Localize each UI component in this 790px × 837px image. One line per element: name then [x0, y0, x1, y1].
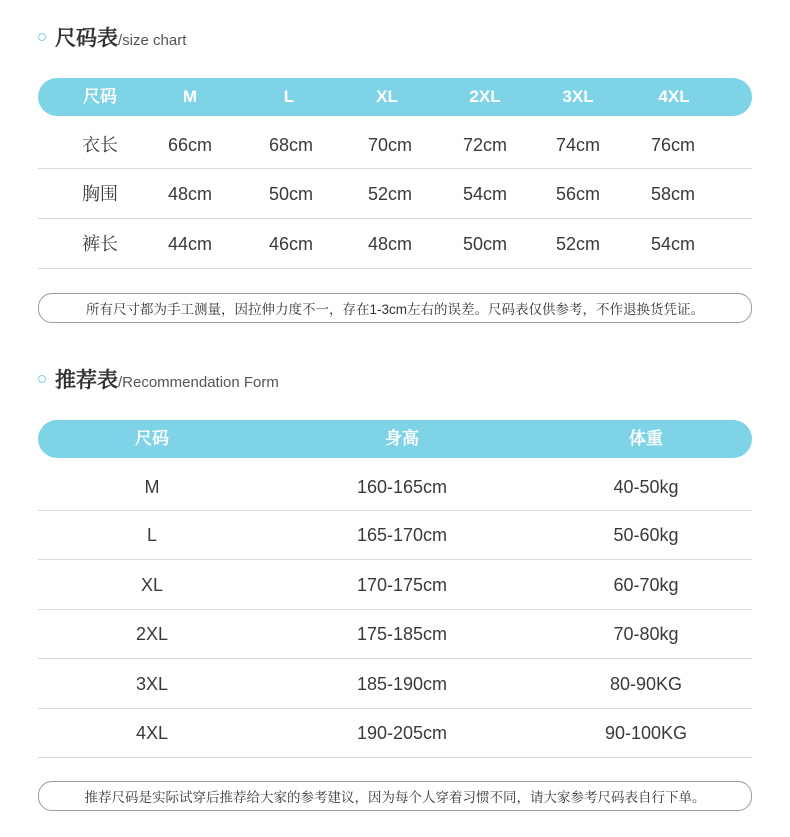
rec-header-cell: 尺码 [135, 429, 169, 448]
height-cell: 160-165cm [356, 477, 448, 497]
size-chart-header [38, 78, 752, 116]
weight-cell: 70-80kg [613, 624, 679, 644]
size-chart-title-cn: 尺码表 [55, 27, 118, 50]
weight-cell: 60-70kg [613, 574, 679, 595]
table-cell: 56cm [555, 183, 601, 204]
size-header-cell: M [182, 87, 198, 106]
bullet-icon [38, 375, 46, 383]
size-cell: L [146, 525, 158, 545]
size-chart-title [38, 22, 186, 52]
weight-cell: 40-50kg [613, 477, 679, 497]
size-cell: 4XL [135, 723, 169, 743]
size-cell: 2XL [135, 624, 169, 644]
table-row [38, 610, 752, 659]
size-header-cell: L [283, 87, 295, 106]
row-label: 衣长 [82, 135, 118, 155]
weight-cell: 50-60kg [613, 525, 679, 545]
table-cell: 48cm [367, 233, 413, 254]
size-header-cell: 4XL [658, 87, 690, 106]
table-cell: 50cm [268, 183, 314, 204]
size-cell: 3XL [135, 673, 169, 694]
table-cell: 50cm [462, 233, 508, 254]
rec-header-cell: 体重 [629, 429, 663, 448]
recommendation-note: 推荐尺码是实际试穿后推荐给大家的参考建议，因为每个人穿着习惯不同，请大家参考尺码表自行下单。 [38, 781, 752, 811]
size-header-cell: XL [376, 87, 398, 106]
size-header-cell: 尺码 [83, 87, 117, 106]
table-row [38, 122, 752, 169]
table-row [38, 709, 752, 758]
table-cell: 70cm [367, 135, 413, 155]
table-row [38, 464, 752, 511]
table-cell: 54cm [462, 183, 508, 204]
rec-header-cell: 身高 [385, 429, 419, 448]
size-cell: M [144, 477, 160, 497]
bullet-icon [38, 33, 46, 41]
size-header-cell: 3XL [562, 87, 594, 106]
size-header-cell: 2XL [469, 87, 501, 106]
table-cell: 48cm [167, 183, 213, 204]
recommendation-title [38, 364, 279, 394]
table-row [38, 169, 752, 219]
height-cell: 190-205cm [356, 723, 448, 743]
weight-cell: 80-90KG [609, 673, 683, 694]
height-cell: 185-190cm [356, 673, 448, 694]
table-cell: 66cm [167, 135, 213, 155]
recommendation-header [38, 420, 752, 458]
table-cell: 68cm [268, 135, 314, 155]
table-row [38, 560, 752, 610]
table-cell: 76cm [650, 135, 696, 155]
table-cell: 74cm [555, 135, 601, 155]
table-cell: 52cm [555, 233, 601, 254]
table-cell: 44cm [167, 233, 213, 254]
row-label: 裤长 [82, 233, 118, 254]
recommendation-title-cn: 推荐表 [55, 369, 118, 392]
table-row [38, 219, 752, 269]
recommendation-title-en: /Recommendation Form [118, 374, 279, 391]
height-cell: 170-175cm [356, 574, 448, 595]
size-chart-title-en: /size chart [118, 32, 187, 49]
table-row [38, 511, 752, 560]
table-cell: 58cm [650, 183, 696, 204]
table-cell: 52cm [367, 183, 413, 204]
table-cell: 72cm [462, 135, 508, 155]
row-label: 胸围 [82, 183, 118, 204]
height-cell: 175-185cm [356, 624, 448, 644]
size-chart-note: 所有尺寸都为手工测量，因拉伸力度不一，存在1-3cm左右的误差。尺码表仅供参考，不作退换货凭证。 [38, 293, 752, 323]
size-cell: XL [140, 574, 164, 595]
table-row [38, 659, 752, 709]
weight-cell: 90-100KG [604, 723, 688, 743]
table-cell: 54cm [650, 233, 696, 254]
height-cell: 165-170cm [356, 525, 448, 545]
table-cell: 46cm [268, 233, 314, 254]
